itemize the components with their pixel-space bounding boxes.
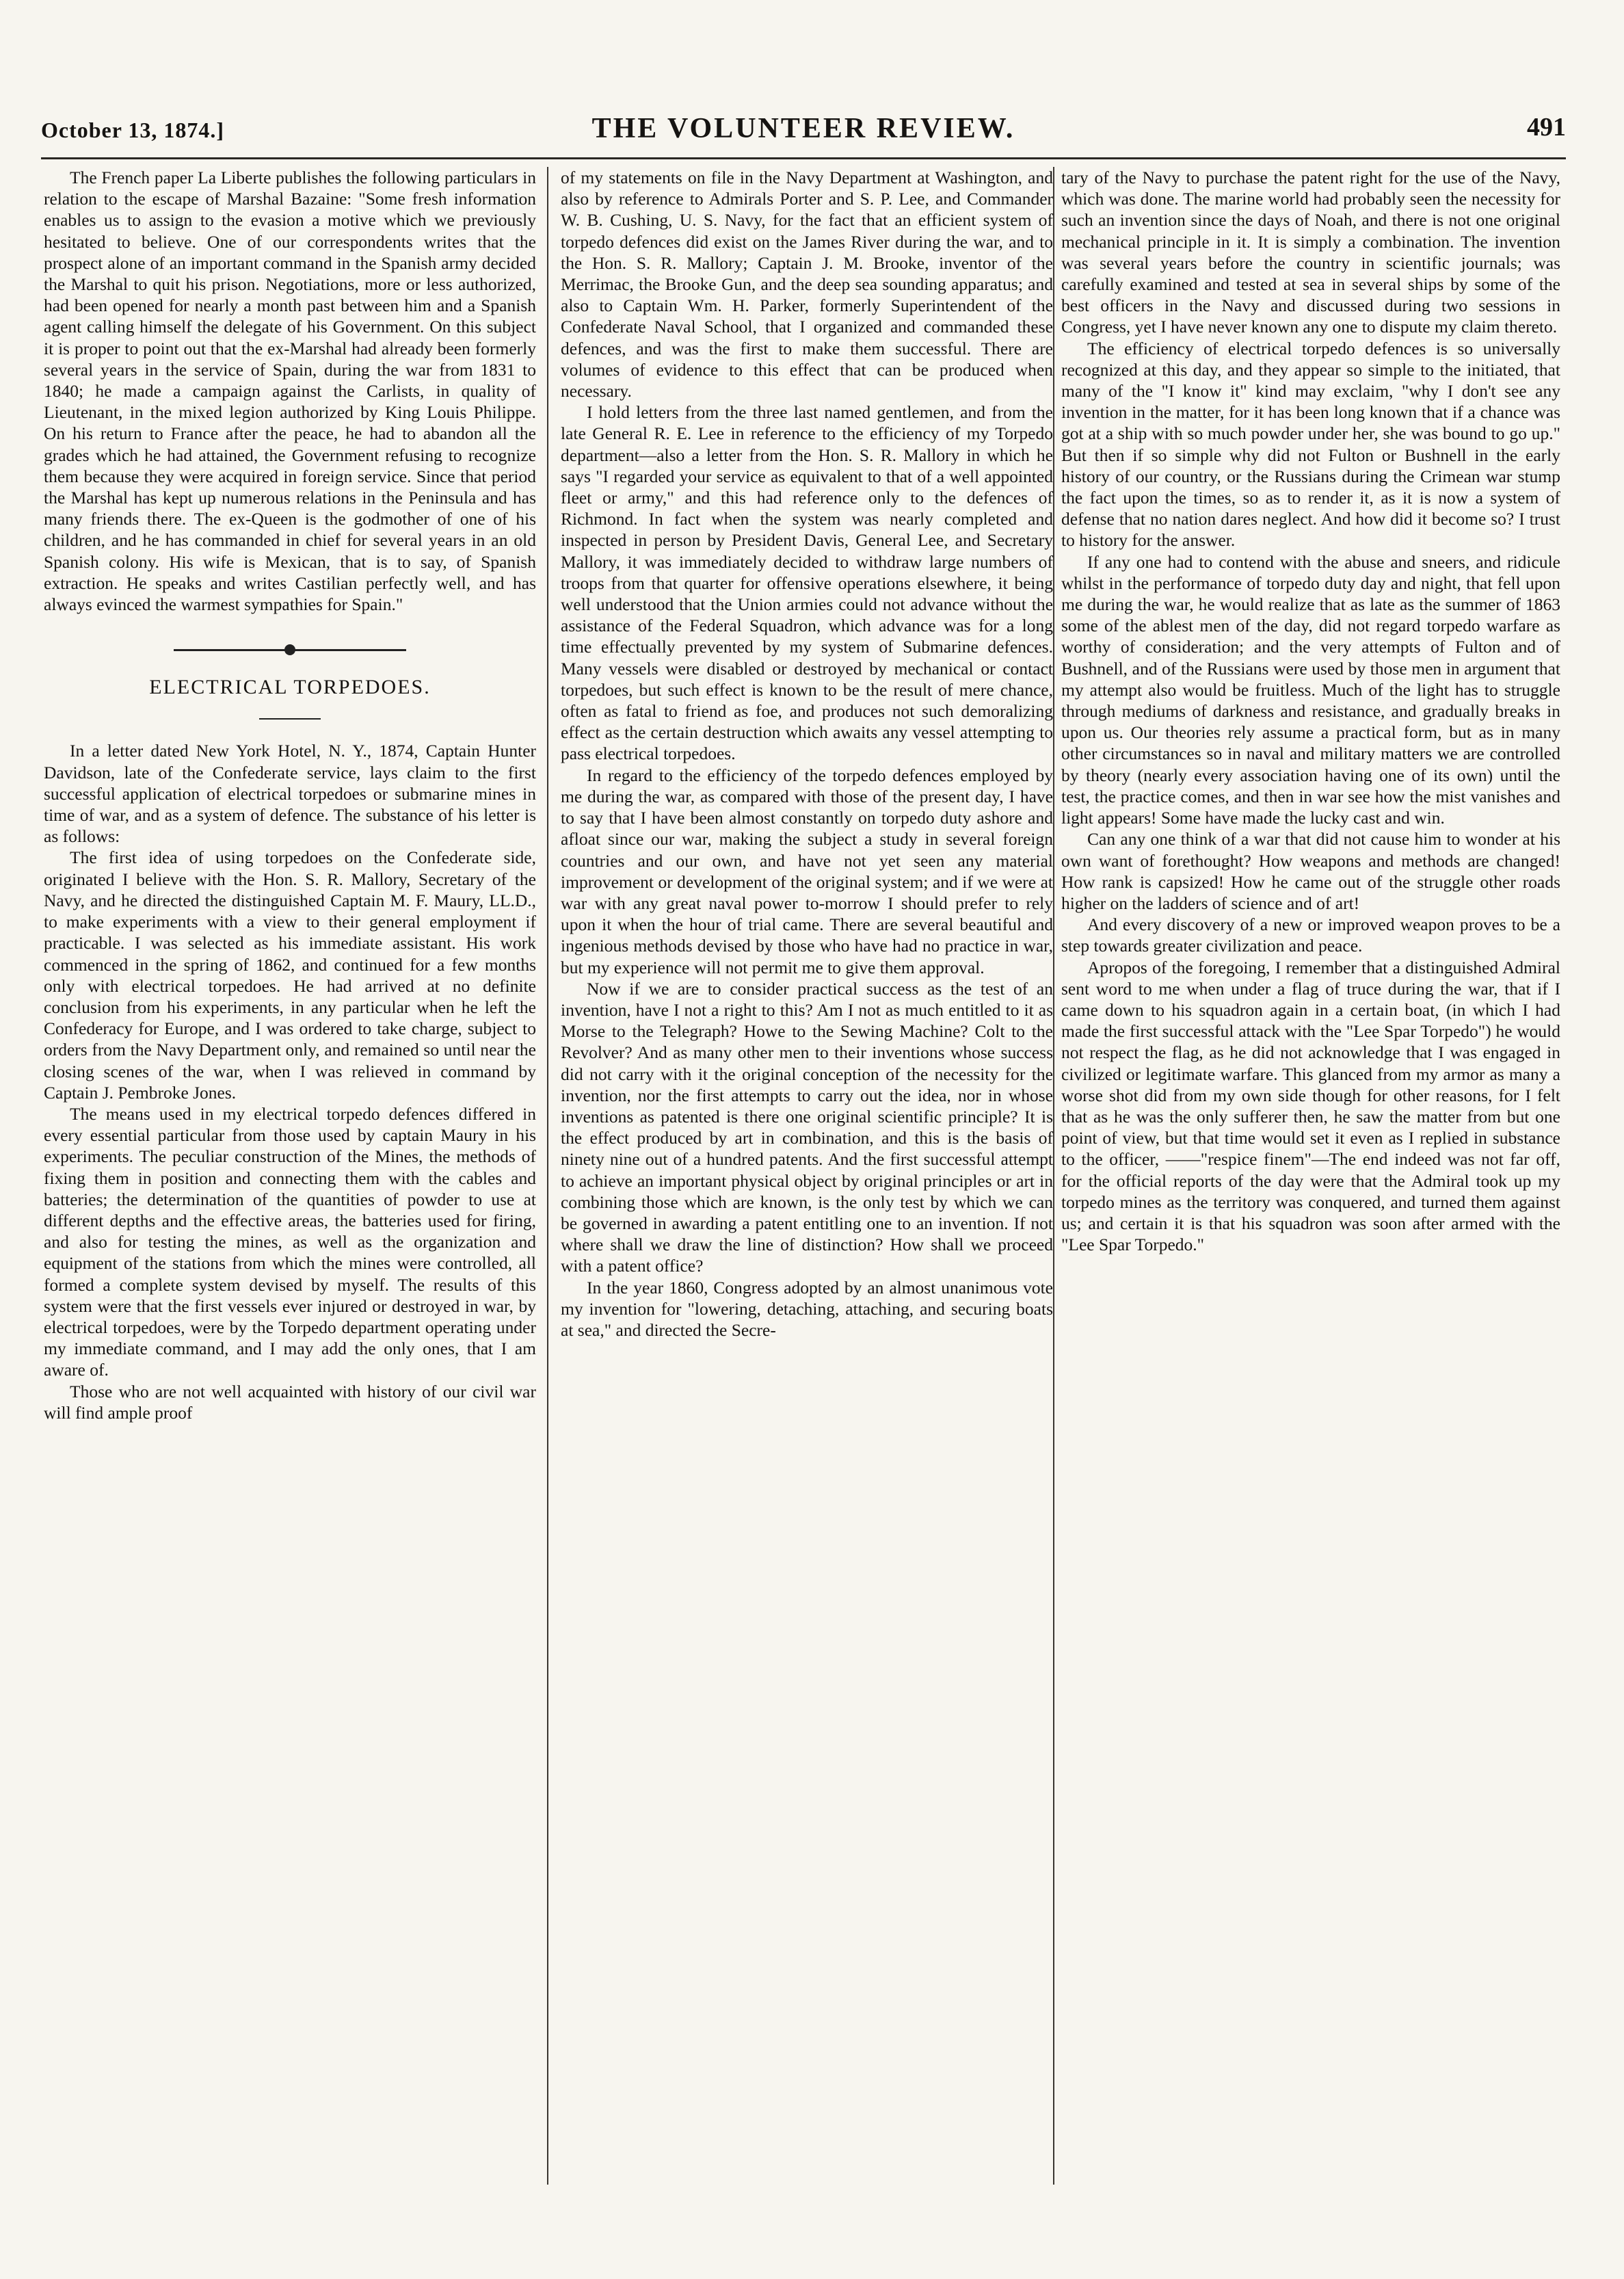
separator-ornament: [284, 644, 295, 655]
article-paragraph: Can any one think of a war that did not cause him to wonder at his own want of forethought? How weapons and methods are changed! How rank is capsized! How he came out of the struggle other roads higher on the ladders of science and of art!: [1061, 829, 1560, 913]
column-1: [44, 167, 536, 2191]
header-rule: [41, 157, 1566, 159]
page-number: 491: [1527, 113, 1566, 142]
article-paragraph: The first idea of using torpedoes on the Confederate side, originated I believe with the Hon. S. R. Mallory, Secretary of the Navy, and he directed the distinguished Captain M. F. Maury, LL.D., to make experiments with a view to their general employment if practicable. I was selected as his immediate assistant. His work commenced in the spring of 1862, and continued for a few months only with electrical torpedoes. He had arrived at no definite conclusion from his experiments, in any particular when he left the Confederacy for Europe, and I was ordered to take charge, subject to orders from the Navy Department only, and remained so until near the closing scenes of the war, when I was relieved in command by Captain J. Pembroke Jones.: [44, 847, 536, 1103]
page-header: [41, 108, 1566, 149]
column-divider-2: [1053, 167, 1054, 2185]
article-paragraph: Now if we are to consider practical success as the test of an invention, have I not a right to this? Am I not as much entitled to it as Morse to the Telegraph? Howe to the Sewing Machine? Colt to the Revolver? And as many other men to their inventions whose success did not carry with it the original conception of the necessity for the invention, nor the first attempts to carry out the idea, nor in whose inventions as patented is there one original scientific principle? It is the effect produced by art in combination, and this is the basis of ninety nine out of a hundred patents. And the first successful attempt to achieve an important physical object by original principles or art in combining those which are known, is the only test by which we can be governed in awarding a patent entitling one to an invention. If not where shall we draw the line of distinction? How shall we proceed with a patent office?: [561, 978, 1053, 1276]
article-paragraph: Apropos of the foregoing, I remember that a distinguished Admiral sent word to me when under a flag of truce during the war, that if I came down to his squadron again in a certain boat, (in which I had made the first successful attack with the "Lee Spar Torpedo") he would not respect the flag, as he did not acknowledge that I was engaged in civilized or legitimate warfare. This glanced from my armor as many a worse shot did from my own side though for other reasons, for I felt that as he was the only sufferer then, he saw the matter from but one point of view, but that time would set it even as I replied in substance to the officer, ——"respice finem"—The end indeed was not far off, for the official reports of the day were that the Admiral took up my torpedo mines as the territory was conquered, and turned them against us; and certain it is that his squadron was soon after armed with the "Lee Spar Torpedo.": [1061, 957, 1560, 1255]
section-title: ELECTRICAL TORPEDOES.: [149, 676, 431, 699]
article-paragraph: tary of the Navy to purchase the patent right for the use of the Navy, which was done. The marine world had probably seen the necessity for such an invention since the days of Noah, and there is not one original mechanical principle in it. It is simply a combination. The invention was several years before the country in scientific journals; was carefully examined and tested at sea in several ships by some of the best officers in the Navy and discussed during two sessions in Congress, yet I have never known any one to dispute my claim thereto.: [1061, 168, 1560, 337]
article-paragraph: In regard to the efficiency of the torpedo defences employed by me during the war, as compared with those of the present day, I have to say that I have been almost constantly on torpedo duty ashore and afloat since our war, making the subject a study in several foreign countries and our own, and have not yet seen any material improvement or development of the original system; and if we were at war with any great naval power to-morrow I should prefer to rely upon it when the hour of trial came. There are several beautiful and ingenious methods devised by those who have had no practice in war, but my experience will not permit me to give them approval.: [561, 765, 1053, 977]
article-paragraph: The means used in my electrical torpedo defences differed in every essential particular from those used by captain Maury in his experiments. The peculiar construction of the Mines, the methods of fixing them in position and connecting them with the cables and batteries; the determination of the quantities of powder to use at different depths and the effective areas, the batteries used for firing, and also for testing the mines, as well as the organization and equipment of the stations from which the mines were controlled, all formed a complete system devised by myself. The results of this system were that the first vessels ever injured or destroyed in war, by electrical torpedoes, were by the Torpedo department operating under my immediate command, and I may add the only ones, that I am aware of.: [44, 1103, 536, 1380]
article-paragraph: In the year 1860, Congress adopted by an almost unanimous vote my invention for "lowering, detaching, attaching, and securing boats at sea," and directed the Secre-: [561, 1277, 1053, 1340]
section-separator: [44, 615, 536, 676]
article-paragraph: In a letter dated New York Hotel, N. Y., 1874, Captain Hunter Davidson, late of the Confederate service, lays claim to the first successful application of electrical torpedoes or submarine mines in time of war, and as a system of defence. The substance of his letter is as follows:: [44, 741, 536, 847]
article-paragraph: And every discovery of a new or improved weapon proves to be a step towards greater civilization and peace.: [1061, 914, 1560, 956]
article-paragraph: I hold letters from the three last named gentlemen, and from the late General R. E. Lee in reference to the efficiency of my Torpedo department—also a letter from the Hon. S. R. Mallory in which he says "I regarded your service as equivalent to that of a well appointed fleet or army," and this had reference only to the defences of Richmond. In fact when the system was nearly completed and inspected in person by President Davis, General Lee, and Secretary Mallory, it was immediately decided to withdraw large numbers of troops from that quarter for offensive operations elsewhere, it being well understood that the Union armies could not advance without the assistance of the Federal Squadron, which advance was for a long time effectually prevented by my system of Submarine defences. Many vessels were disabled or destroyed by mechanical or contact torpedoes, but such effect is known to be the result of mere chance, often as fatal to friend as foe, and produces not such demoralizing effect as the certain destruction which awaits any vessel attempting to pass electrical torpedoes.: [561, 402, 1053, 764]
issue-date: October 13, 1874.]: [41, 118, 225, 142]
bazaine-article: The French paper La Liberte publishes the following particulars in relation to the escape of Marshal Bazaine: "Some fresh information enables us to assign to the evasion a motive which we previously hesitated to believe. One of our correspondents writes that the prospect alone of an important command in the Spanish army decided the Marshal to quit his prison. Negotiations, more or less authorized, had been opened for nearly a month past between him and a Spanish agent calling himself the delegate of his Government. On this subject it is proper to point out that the ex-Marshal had already been formerly several years in the service of Spain, during the war from 1831 to 1840; he made a campaign against the Carlists, in quality of Lieutenant, in the mixed legion authorized by King Louis Philippe. On his return to France after the peace, he had to abandon all the grades which he had attained, the Government refusing to recognize them because they were acquired in foreign service. Since that period the Marshal has kept up numerous relations in the Peninsula and has many friends there. The ex-Queen is the godmother of one of his children, and he has commanded in chief for several years in an old Spanish colony. His wife is Mexican, that is to say, of Spanish extraction. He speaks and writes Castilian perfectly well, and has always evinced the warmest sympathies for Spain.": [44, 168, 536, 615]
article-paragraph: If any one had to contend with the abuse and sneers, and ridicule whilst in the performance of torpedo duty day and night, that fell upon me during the war, he would realize that as late as the summer of 1863 some of the ablest men of the day, did not regard torpedo warfare as worthy of consideration; and the very attempts of Fulton and of Bushnell, and of the Russians were used by those men in argument that my attempt also would be fruitless. Much of the light has to struggle through mediums of darkness and resistance, and gradually breaks in upon us. Our theories rely assume a practical form, but as in many other circumstances so in naval and military matters we are controlled by theory (nearly every association having one of its own) until the test, the practice comes, and then in war see how the mist vanishes and light appears! Some have made the lucky cast and win.: [1061, 551, 1560, 828]
article-paragraph: Those who are not well acquainted with history of our civil war will find ample proof: [44, 1381, 536, 1423]
column-3: [1061, 167, 1560, 2191]
article-paragraph: The efficiency of electrical torpedo defences is so universally recognized at this day, and they appear so simple to the initiated, that many of the "I know it" kind may exclaim, "why I don't see any invention in the matter, for it has been long known that if a chance was got at a ship with so much powder under her, she was bound to go up." But then if so simple why did not Fulton or Bushnell in the early history of our country, or the Russians during the Crimean war stump the fact upon the times, so as to render it, as it is now a system of defense that no nation dares neglect. And how did it become so? I trust to history for the answer.: [1061, 338, 1560, 551]
publication-title: THE VOLUNTEER REVIEW.: [591, 113, 1015, 144]
column-2: [561, 167, 1053, 2191]
column-divider-1: [547, 167, 548, 2185]
article-paragraph: of my statements on file in the Navy Department at Washington, and also by reference to Admirals Porter and S. P. Lee, and Commander W. B. Cushing, U. S. Navy, for the fact that an efficient system of torpedo defences did exist on the James River during the war, and to the Hon. S. R. Mallory; Captain J. M. Brooke, inventor of the Merrimac, the Brooke Gun, and the deep sea sounding apparatus; and also to Captain Wm. H. Parker, formerly Superintendent of the Confederate Naval School, that I organized and commanded these defences, and was the first to make them successful. There are volumes of evidence to this effect that can be produced when necessary.: [561, 168, 1053, 401]
title-rule: [259, 718, 321, 720]
